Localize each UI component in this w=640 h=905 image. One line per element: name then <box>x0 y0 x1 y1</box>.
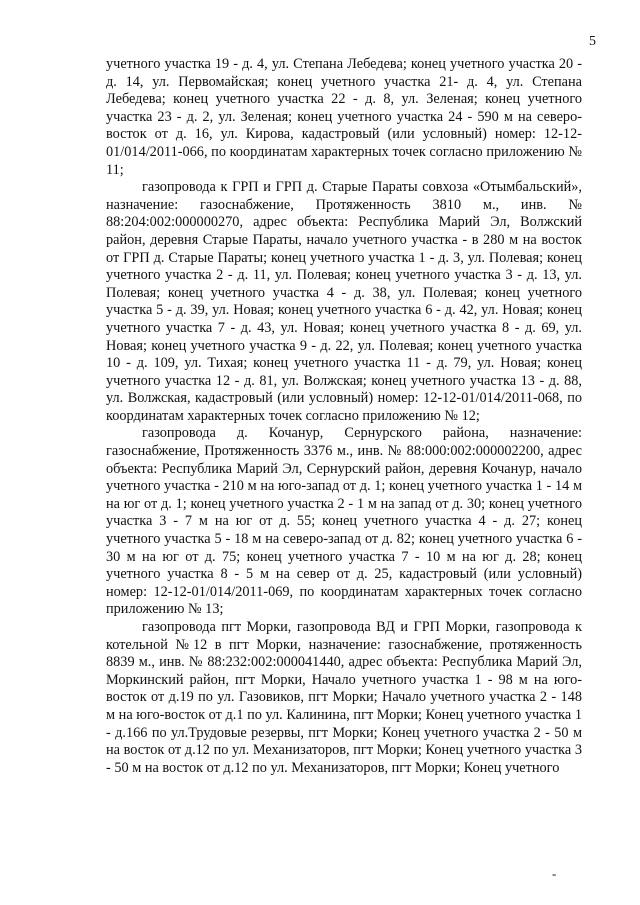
paragraph-continuation: учетного участка 19 - д. 4, ул. Степана Лебедева; конец учетного участка 20 - д. 14, ул. Первомайская; конец учетного участка 21- д. 4, ул. Степана Лебедева; конец учетного участка 22 - д. 8, ул. Зеленая; конец учетного участка 23 - д. 2, ул. Зеленая; конец учетного участка 24 - 590 м на северо-восток от д. 16, ул. Кирова, кадастровый (или условный) номер: 12-12-01/014/2011-066, по координатам характерных точек согласно приложению № 11; <box>106 56 582 178</box>
document-body <box>106 56 582 777</box>
paragraph-stare-paraty: газопровода к ГРП и ГРП д. Старые Параты совхоза «Отымбальский», назначение: газоснабжение, Протяженность 3810 м., инв. № 88:204:002:000000270, адрес объекта: Республика Марий Эл, Волжский район, деревня Старые Параты, начало учетного участка - в 280 м на восток от ГРП д. Старые Параты; конец учетного участка 1 - д. 3, ул. Полевая; конец учетного участка 2 - д. 11, ул. Полевая; конец учетного участка 3 - д. 13, ул. Полевая; конец учетного участка 4 - д. 38, ул. Полевая; конец учетного участка 5 - д. 39, ул. Новая; конец учетного участка 6 - д. 42, ул. Новая; конец учетного участка 7 - д. 43, ул. Новая; конец учетного участка 8 - д. 69, ул. Новая; конец учетного участка 9 - д. 22, ул. Полевая; конец учетного участка 10 - д. 109, ул. Тихая; конец учетного участка 11 - д. 79, ул. Новая; конец учетного участка 12 - д. 81, ул. Волжская; конец учетного участка 13 - д. 88, ул. Волжская, кадастровый (или условный) номер: 12-12-01/014/2011-068, по координатам характерных точек согласно приложению № 12; <box>106 179 582 424</box>
paragraph-kochanur: газопровода д. Кочанур, Сернурского района, назначение: газоснабжение, Протяженность 3376 м., инв. № 88:000:002:000002200, адрес объекта: Республика Марий Эл, Сернурский район, деревня Кочанур, начало учетного участка - 210 м на юго-запад от д. 1; конец учетного участка 1 - 14 м на юг от д. 1; конец учетного участка 2 - 1 м на запад от д. 30; конец учетного участка 3 - 7 м на юг от д. 55; конец учетного участка 4 - д. 27; конец учетного участка 5 - 18 м на северо-запад от д. 82; конец учетного участка 6 - 30 м на юг от д. 75; конец учетного участка 7 - 10 м на юг д. 28; конец учетного участка 8 - 5 м на север от д. 25, кадастровый (или условный) номер: 12-12-01/014/2011-069, по координатам характерных точек согласно приложению № 13; <box>106 425 582 618</box>
footer-mark: - <box>552 866 557 881</box>
paragraph-morki: газопровода пгт Морки, газопровода ВД и ГРП Морки, газопровода к котельной №12 в пгт Морки, назначение: газоснабжение, протяженность 8839 м., инв. № 88:232:002:000041440, адрес объекта: Республика Марий Эл, Моркинский район, пгт Морки, Начало учетного участка 1 - 98 м на юго-восток от д.19 по ул. Газовиков, пгт Морки; Начало учетного участка 2 - 148 м на юго-восток от д.1 по ул. Калинина, пгт Морки; Конец учетного участка 1 - д.166 по ул.Трудовые резервы, пгт Морки; Конец учетного участка 2 - 50 м на восток от д.12 по ул. Механизаторов, пгт Морки; Конец учетного участка 3 - 50 м на восток от д.12 по ул. Механизаторов, пгт Морки; Конец учетного <box>106 619 582 776</box>
page-number: 5 <box>589 34 596 49</box>
